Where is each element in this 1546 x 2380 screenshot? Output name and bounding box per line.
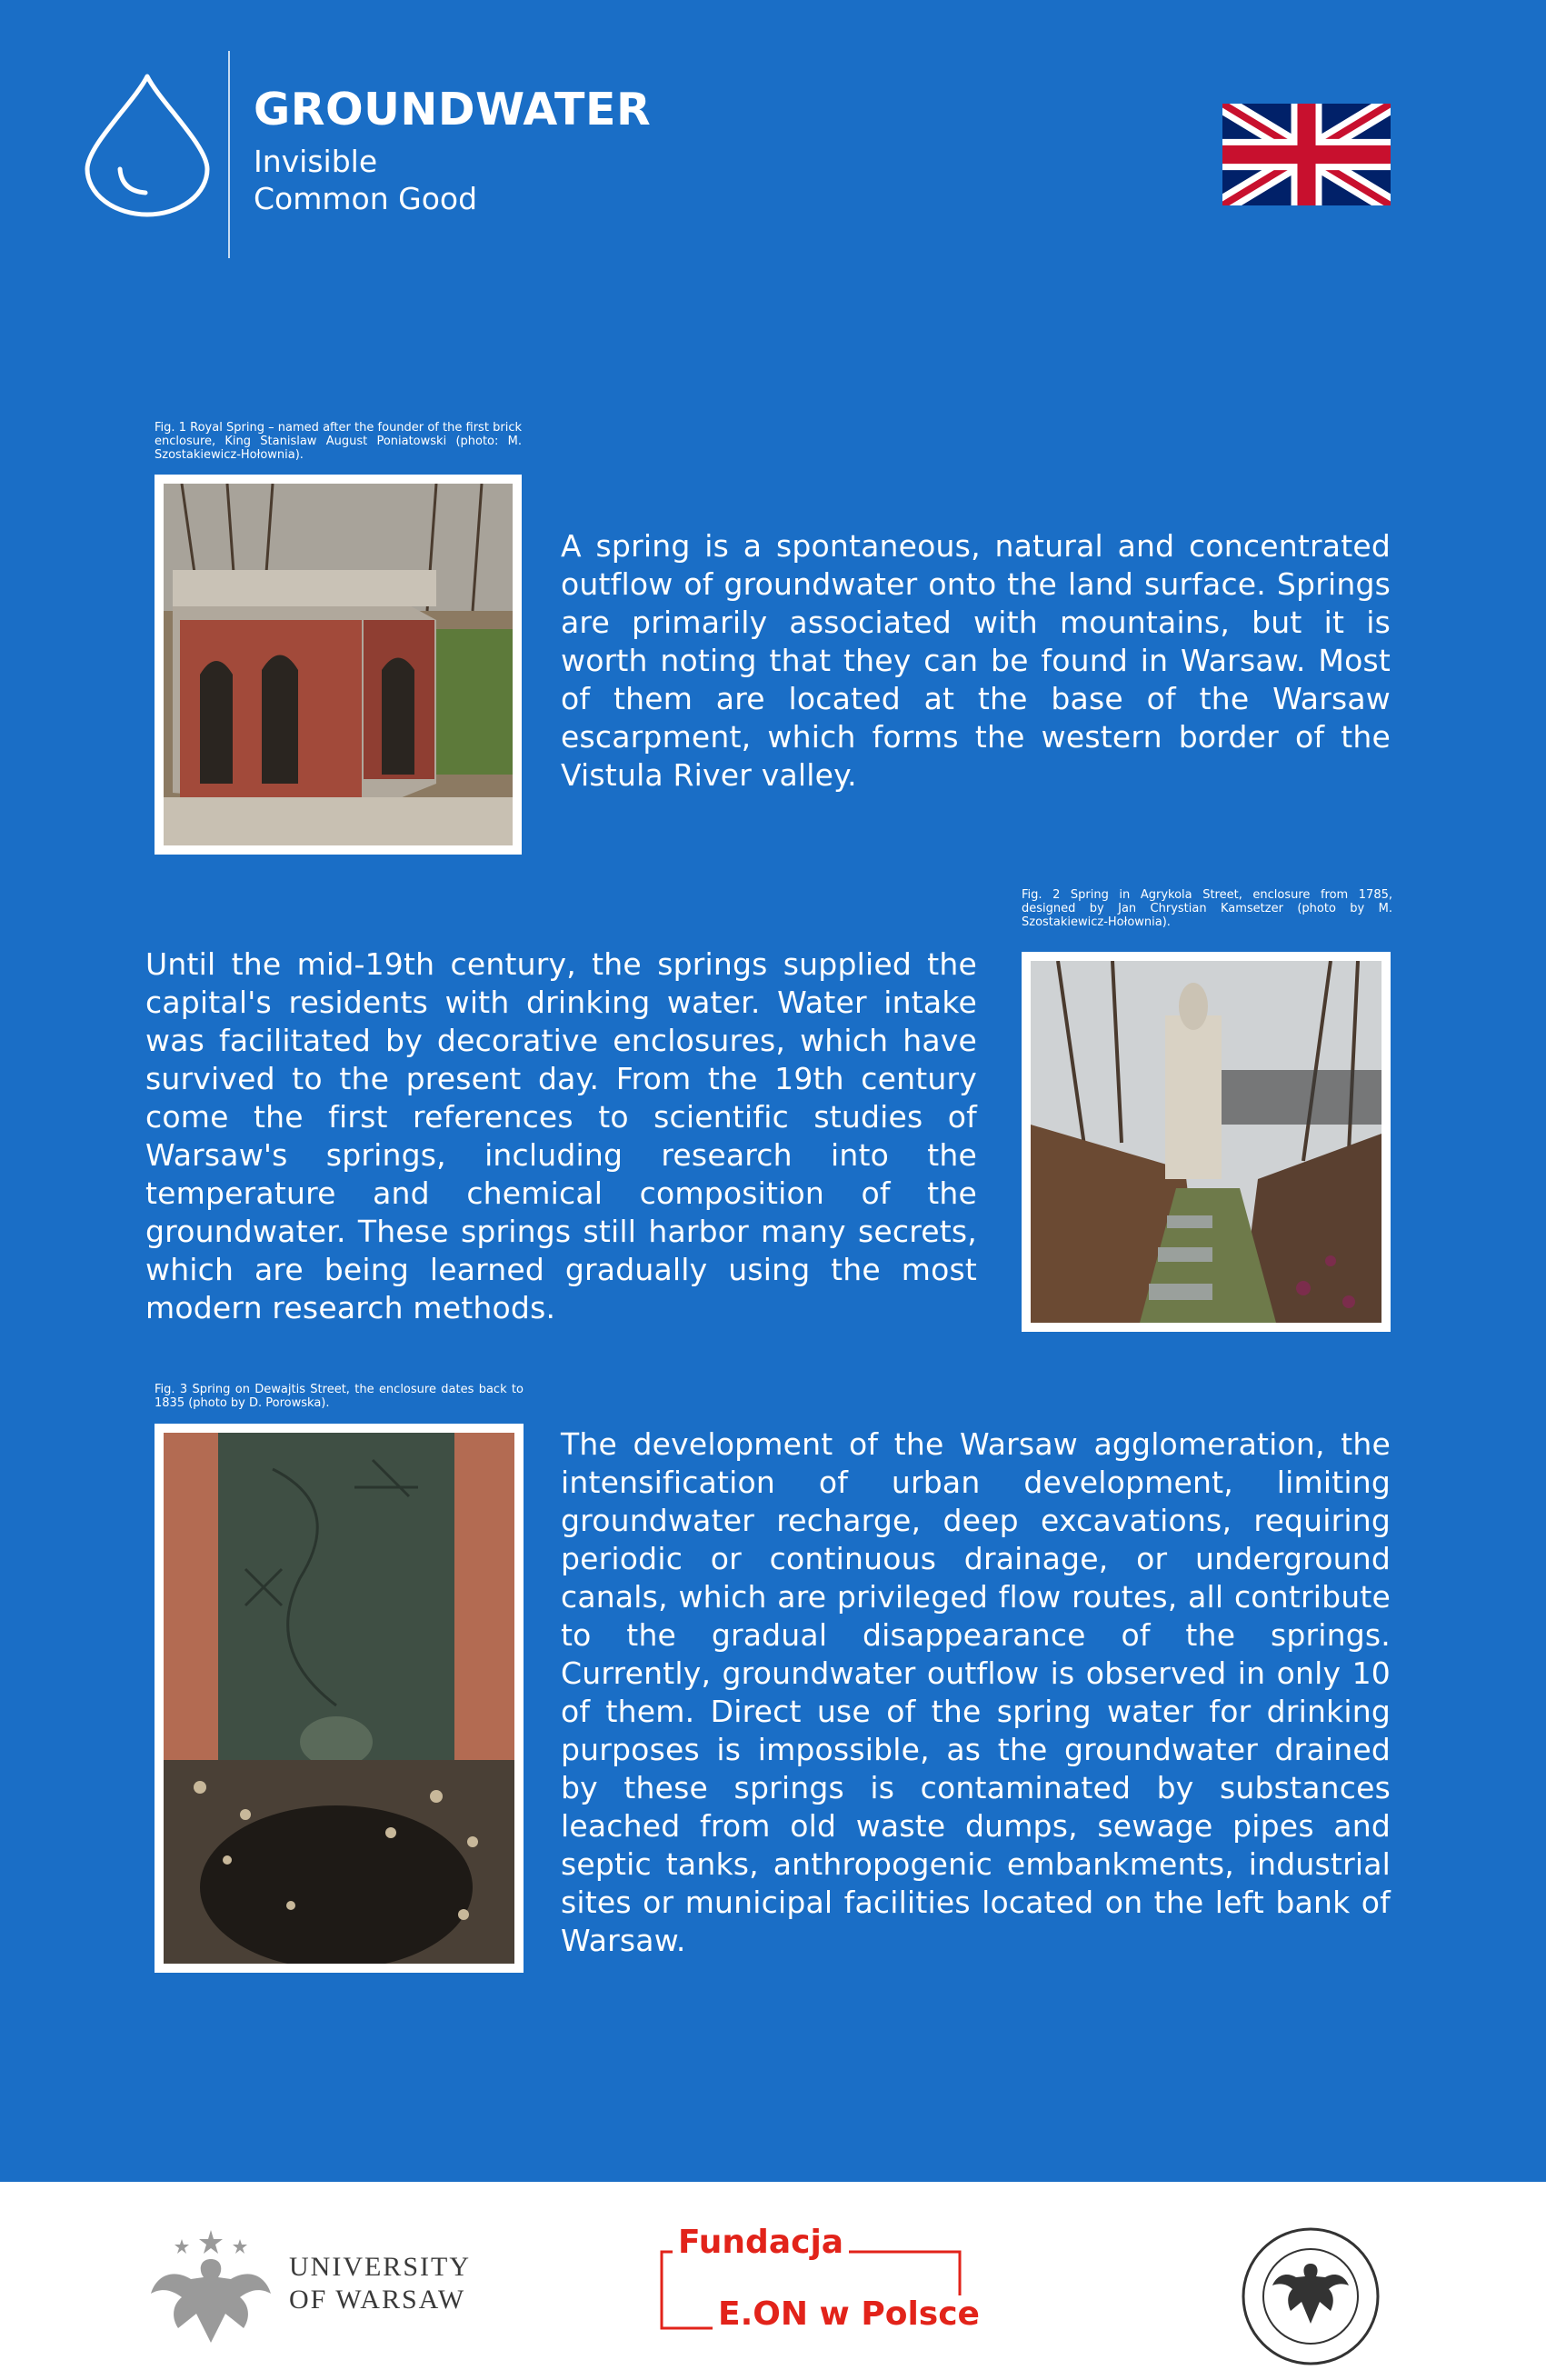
paragraph-3: The development of the Warsaw agglomeration, the intensification of urban development, limiting groundwater recharge, deep excavations, requiring periodic or continuous drainage, or underground canals, which are privileged flow routes, all contribute to the gradual disappearance of the springs. Currently, groundwater outflow is observed in only 10 of them. Direct use of the spring water for drinking purposes is impossible, as the groundwater drained by these springs is contaminated by substances leached from old waste dumps, sewage pipes and septic tanks, anthropogenic embankments, industrial sites or municipal facilities located on the left bank of Warsaw. [561,1426,1391,1958]
figure-1-photo [155,475,522,855]
faculty-of-geology-seal [1240,2225,1381,2367]
university-name-line-1: UNIVERSITY [289,2252,471,2282]
paragraph-2: Until the mid-19th century, the springs supplied the capital's residents with drinking water. Water intake was facilitated by decorative enclosures, which have survived to the present day. From the 19th century come the first references to scientific studies of Warsaw's springs, including research into the temperature and chemical composition of the groundwater. These springs still harbor many secrets, which are being learned gradually using the most modern research methods. [145,946,977,1325]
sponsor-name-line-1: Fundacja [673,2224,849,2261]
water-drop-icon [80,71,214,218]
university-name-line-2: OF WARSAW [289,2285,466,2315]
page-subtitle-line-1: Invisible [254,144,378,179]
page-subtitle-line-2: Common Good [254,181,478,216]
figure-1-caption: Fig. 1 Royal Spring – named after the founder of the first brick enclosure, King Stanislaw August Poniatowski (photo: M. Szostakiewicz-Hołownia). [155,421,522,462]
page-title: GROUNDWATER [254,84,652,135]
header-divider [228,51,230,258]
uk-flag-icon [1222,104,1391,205]
figure-3-photo [155,1424,524,1973]
figure-2-caption: Fig. 2 Spring in Agrykola Street, enclosure from 1785, designed by Jan Chrystian Kamsetzer (photo by M. Szostakiewicz-Hołownia). [1022,888,1392,929]
figure-3-caption: Fig. 3 Spring on Dewajtis Street, the enclosure dates back to 1835 (photo by D. Porowska). [155,1383,524,1410]
figure-2-photo [1022,952,1391,1332]
eagle-emblem-icon [145,2223,277,2350]
paragraph-1: A spring is a spontaneous, natural and concentrated outflow of groundwater onto the land surface. Springs are primarily associated with mountains, but it is worth noting that they can be found in Warsaw. Most of them are located at the base of the Warsaw escarpment, which forms the western border of the Vistula River valley. [561,528,1391,793]
sponsor-name-line-2: E.ON w Polsce [713,2295,985,2333]
